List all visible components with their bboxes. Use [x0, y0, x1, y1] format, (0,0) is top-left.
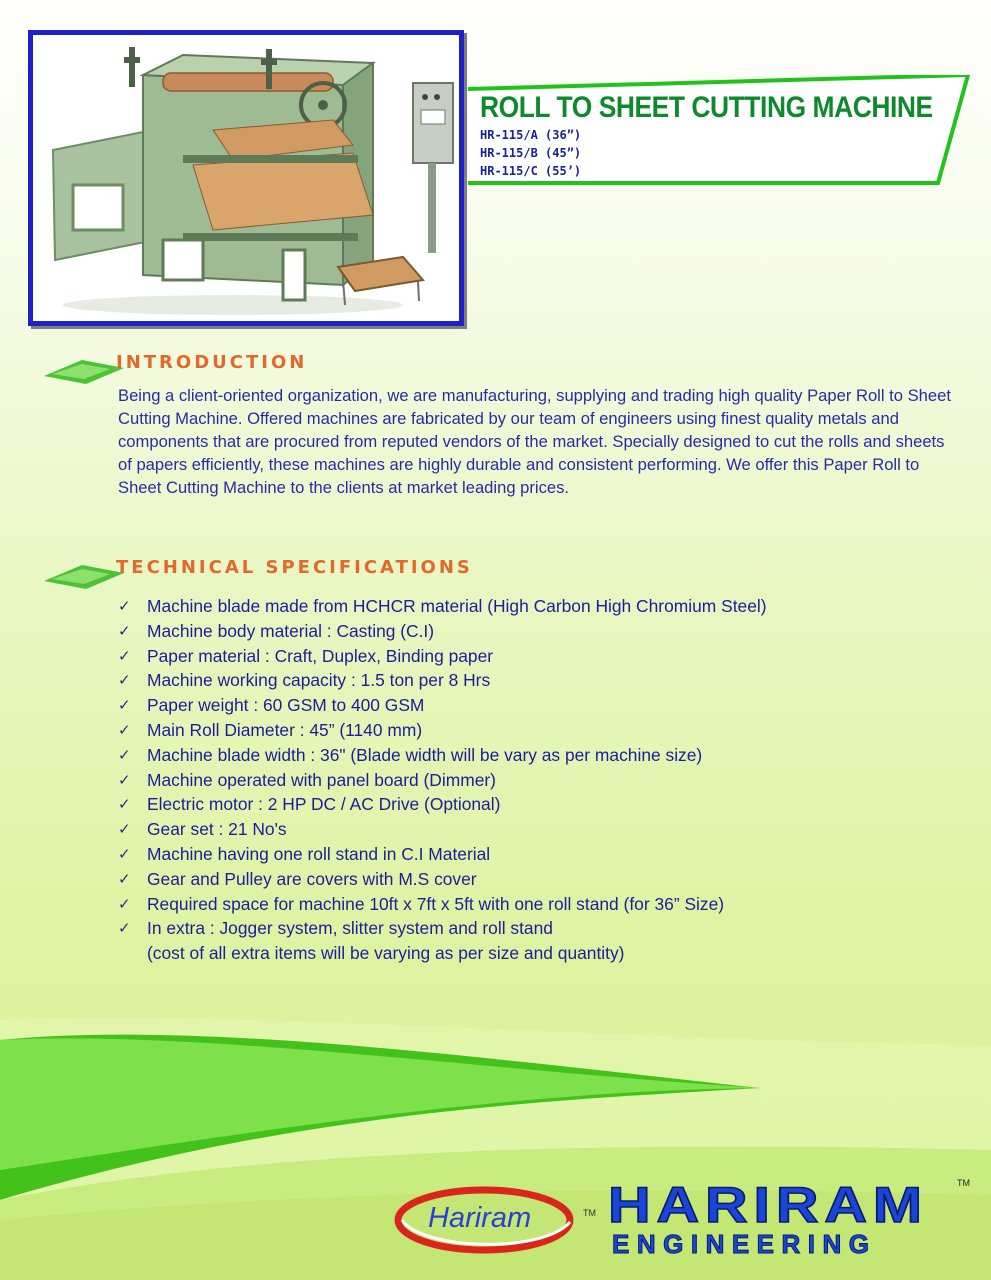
specifications-list [118, 594, 767, 966]
checkmark-icon: ✓ [118, 671, 131, 690]
brand-tm-mark: TM [957, 1178, 970, 1188]
checkmark-icon: ✓ [118, 621, 131, 640]
spec-item [118, 644, 767, 669]
checkmark-icon: ✓ [118, 820, 131, 839]
spec-item [118, 892, 767, 917]
checkmark-icon: ✓ [118, 795, 131, 814]
spec-text: In extra : Jogger system, slitter system and roll stand [147, 918, 553, 939]
spec-item [118, 768, 767, 793]
specifications-heading-block [44, 557, 564, 591]
green-diamond-bullet-icon [44, 563, 124, 589]
introduction-heading-block [44, 352, 564, 386]
page-title: ROLL TO SHEET CUTTING MACHINE [480, 91, 933, 124]
model-item: HR-115/A (36”) [480, 128, 582, 142]
spec-text: Required space for machine 10ft x 7ft x 5ft with one roll stand (for 36” Size) [147, 893, 725, 914]
checkmark-icon: ✓ [118, 597, 131, 615]
logo-tm-mark: TM [583, 1208, 596, 1218]
spec-text: Electric motor : 2 HP DC / AC Drive (Optional) [147, 794, 501, 815]
checkmark-icon: ✓ [118, 894, 131, 913]
model-item: HR-115/C (55’) [480, 164, 582, 178]
checkmark-icon: ✓ [118, 646, 131, 665]
hariram-logo-text: Hariram [428, 1202, 532, 1234]
spec-item [118, 619, 767, 644]
checkmark-icon: ✓ [118, 869, 131, 888]
checkmark-icon: ✓ [118, 844, 131, 863]
product-title-box [468, 75, 973, 193]
spec-extra-note: (cost of all extra items will be varying as per size and quantity) [147, 943, 625, 964]
introduction-body: Being a client-oriented organization, we are manufacturing, supplying and trading high quality Paper Roll to Sheet Cutting Machine. Offered machines are fabricated by our team of engineers using finest quality metals and components that are procured from reputed vendors of the market. Specially designed to cut the rolls and sheets of papers efficiently, these machines are highly durable and consistent performing. We offer this Paper Roll to Sheet Cutting Machine to the clients at market leading prices. [118, 386, 951, 497]
brand-subtitle: ENGINEERING [612, 1229, 877, 1259]
spec-text: Main Roll Diameter : 45” (1140 mm) [147, 719, 423, 740]
brand-name: HARIRAM [608, 1177, 928, 1233]
spec-item [118, 817, 767, 842]
spec-item [118, 668, 767, 693]
spec-text: Machine operated with panel board (Dimmer) [147, 769, 496, 790]
spec-item [118, 842, 767, 867]
spec-item [118, 867, 767, 892]
spec-text: Paper weight : 60 GSM to 400 GSM [147, 695, 425, 716]
roll-to-sheet-machine-illustration [33, 35, 459, 321]
machine-photo-frame [28, 30, 464, 326]
spec-text: Gear set : 21 No's [147, 819, 287, 840]
spec-text: Paper material : Craft, Duplex, Binding paper [147, 645, 494, 666]
checkmark-icon: ✓ [118, 770, 131, 789]
specifications-heading: TECHNICAL SPECIFICATIONS [116, 557, 473, 578]
spec-text: Machine body material : Casting (C.I) [147, 620, 435, 641]
spec-item [118, 718, 767, 743]
green-diamond-bullet-icon [44, 358, 124, 384]
hariram-logo [392, 1180, 596, 1264]
checkmark-icon: ✓ [118, 919, 131, 938]
introduction-heading: INTRODUCTION [116, 352, 308, 373]
spec-text: Machine working capacity : 1.5 ton per 8 Hrs [147, 670, 491, 691]
checkmark-icon: ✓ [118, 745, 131, 764]
spec-item [118, 693, 767, 718]
spec-item [118, 916, 767, 966]
spec-text: Machine blade made from HCHCR material (High Carbon High Chromium Steel) [147, 596, 767, 616]
model-item: HR-115/B (45”) [480, 146, 582, 160]
spec-item [118, 594, 767, 619]
model-list [480, 126, 581, 180]
spec-item [118, 743, 767, 768]
spec-item [118, 792, 767, 817]
checkmark-icon: ✓ [118, 720, 131, 739]
checkmark-icon: ✓ [118, 696, 131, 715]
spec-text: Machine having one roll stand in C.I Material [147, 843, 491, 864]
spec-text: Machine blade width : 36" (Blade width will be vary as per machine size) [147, 744, 703, 765]
spec-text: Gear and Pulley are covers with M.S cover [147, 868, 477, 889]
